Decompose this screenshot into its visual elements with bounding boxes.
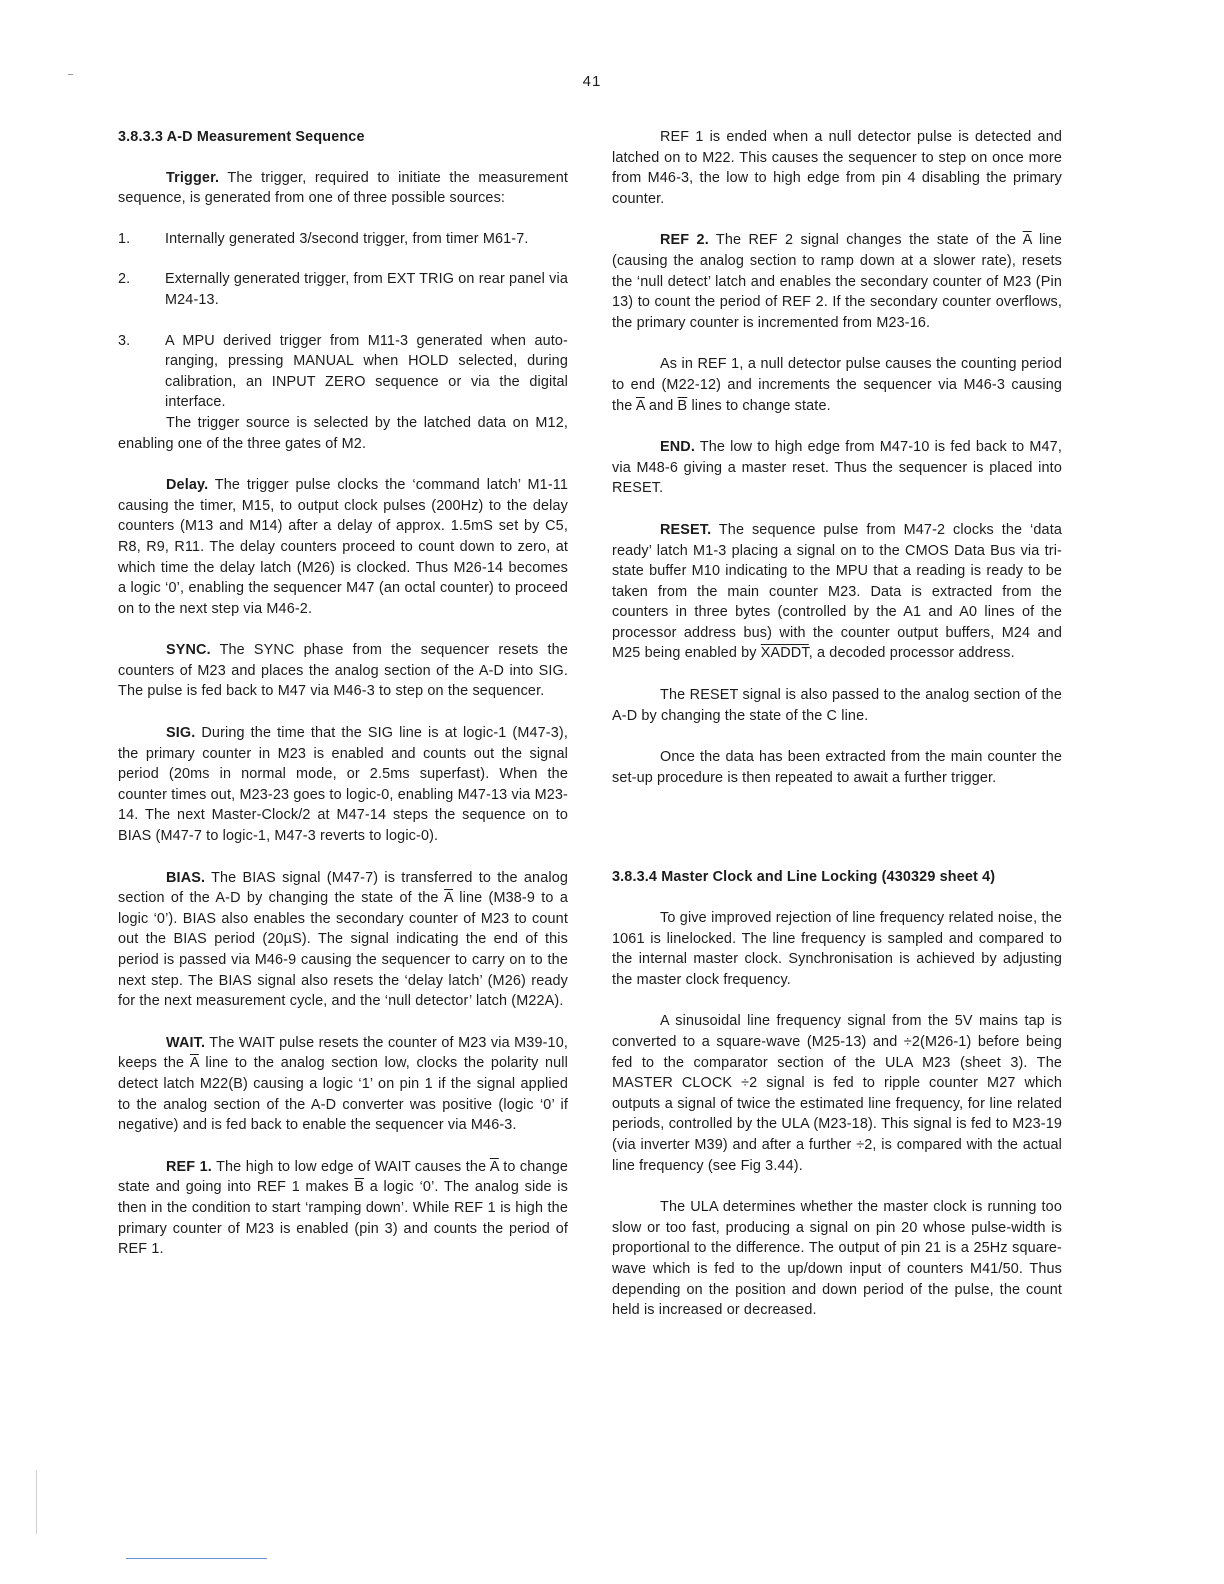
trigger-text: The trigger, required to initiate the measurement sequence, is generated from one of three possible sources:: [118, 169, 568, 207]
bias-paragraph: [118, 868, 568, 1012]
ref1-end-paragraph: REF 1 is ended when a null detector pulse is detected and latched on to M22. This causes the sequencer to step on once more from M46-3, the low to high edge from pin 4 disabling the primary counter.: [612, 129, 1062, 207]
reset-lead: RESET.: [660, 521, 712, 538]
footer-rule: [126, 1558, 267, 1559]
trigger-sources-list: [118, 229, 568, 413]
scan-margin-mark: [36, 1470, 37, 1534]
section-heading-master-clock: 3.8.3.4 Master Clock and Line Locking (430329 sheet 4): [612, 869, 996, 886]
list-item-text: Externally generated trigger, from EXT TRIG on rear panel via M24-13.: [165, 271, 568, 308]
end-lead: END.: [660, 439, 695, 456]
bias-text-1: The BIAS signal (M47-7) is transferred to the analog section of the A-D by changing the state of the: [118, 869, 568, 907]
as-in-ref1-text-1: As in REF 1, a null detector pulse causes the counting period to end (M22-12) and increments the sequencer via M46-3 causing the: [612, 356, 1062, 414]
sync-lead: SYNC.: [166, 642, 211, 659]
end-text: The low to high edge from M47-10 is fed back to M47, via M48-6 giving a master reset. Thus the sequencer is placed into RESET.: [612, 439, 1062, 497]
reset-text-1: The sequence pulse from M47-2 clocks the ‘data ready’ latch M1-3 placing a signal on to the CMOS Data Bus via tri-state buffer M10 indicating to the MPU that a reading is ready to be taken from the main counter M23. Data is extracted from the counters in three bytes (controlled by the A1 and A0 lines of the processor address bus) with the counter output buffers, M24 and M25 being enabled by: [612, 521, 1062, 662]
section-heading-a-d-measurement: 3.8.3.3 A-D Measurement Sequence: [118, 129, 365, 145]
list-item-text: Internally generated 3/second trigger, from timer M61-7.: [165, 230, 529, 247]
wait-text-2: line to the analog section low, clocks the polarity null detect latch M22(B) causing a logic ‘1’ on pin 1 if the signal applied to the analog section of the A-D converter was positive (logic ‘0’ if negative) and is fed back to enable the sequencer via M46-3.: [118, 1055, 568, 1134]
list-item-text: A MPU derived trigger from M11-3 generated when auto-ranging, pressing MANUAL when HOLD selected, during calibration, an INPUT ZERO sequence or via the digital interface.: [165, 332, 568, 411]
trigger-paragraph: [118, 168, 568, 209]
sig-lead: SIG.: [166, 725, 196, 742]
as-in-ref1-paragraph: [612, 354, 1062, 416]
end-paragraph: [612, 437, 1062, 499]
list-item-number: 2.: [118, 271, 131, 288]
reset-analog-paragraph: The RESET signal is also passed to the analog section of the A-D by changing the state of the C line.: [612, 687, 1062, 724]
trigger-source-paragraph: The trigger source is selected by the latched data on M12, enabling one of the three gates of M2.: [118, 414, 568, 452]
ref1-paragraph: [118, 1157, 568, 1260]
ref2-paragraph: [612, 230, 1062, 333]
a-bar-signal: $\overline{A}$: [444, 890, 453, 907]
list-item: [118, 229, 568, 250]
a-bar-signal: $\overline{A}$: [1022, 232, 1032, 249]
sinusoidal-paragraph: A sinusoidal line frequency signal from the 5V mains tap is converted to a square-wave (M25-13) and ÷2(M26-1) before being fed to the comparator section of the ULA M23 (sheet 3). The MASTER CLOCK ÷2 signal is fed to ripple counter M27 which outputs a signal of twice the estimated line frequency, for line related periods, controlled by the ULA (M23-18). This signal is fed to M23-19 (via inverter M39) and after a further ÷2, is compared with the actual line frequency (see Fig 3.44).: [612, 1013, 1062, 1174]
ref2-text-2: line (causing the analog section to ramp down at a slower rate), resets the ‘null detect’ latch and enables the secondary counter of M23 (Pin 13) to count the period of REF 2. If the secondary counter overflows, the primary counter is incremented from M23-16.: [612, 232, 1062, 331]
once-paragraph: Once the data has been extracted from the main counter the set-up procedure is then repeated to await a further trigger.: [612, 749, 1062, 786]
trigger-lead: Trigger.: [166, 169, 220, 186]
wait-lead: WAIT.: [166, 1034, 206, 1051]
ref2-lead: REF 2.: [660, 232, 709, 249]
a-bar-signal: $\overline{A}$: [489, 1158, 499, 1175]
ref1-lead: REF 1.: [166, 1158, 212, 1175]
ref1-text-3: a logic ‘0’. The analog side is then in the condition to start ‘ramping down’. While REF 1 is high the primary counter of M23 is enabled (pin 3) and counts the period of REF 1.: [118, 1179, 568, 1258]
sync-text: The SYNC phase from the sequencer resets the counters of M23 and places the analog section of the A-D into SIG. The pulse is fed back to M47 via M46-3 to step on the sequencer.: [118, 642, 568, 700]
linelock-paragraph: To give improved rejection of line frequency related noise, the 1061 is linelocked. The line frequency is sampled and compared to the internal master clock. Synchronisation is achieved by adjusting the master clock frequency.: [612, 910, 1062, 988]
right-column: [612, 127, 1062, 1321]
xaddt-signal: XADDT: [760, 645, 809, 662]
left-column: [118, 127, 568, 1260]
wait-paragraph: [118, 1033, 568, 1136]
delay-lead: Delay.: [166, 477, 209, 494]
ref2-text-1: The REF 2 signal changes the state of the: [708, 232, 1023, 249]
bias-lead: BIAS.: [166, 869, 206, 886]
bias-text-2: line (M38-9 to a logic ‘0’). BIAS also enables the secondary counter of M23 to count out the BIAS period (20µS). The signal indicating the end of this period is passed via M46-9 causing the sequencer to carry on to the next step. The BIAS signal also resets the ‘delay latch’ (M26) ready for the next measurement cycle, and the ‘null detector’ latch (M22A).: [118, 890, 568, 1010]
reset-text-2: , a decoded processor address.: [808, 645, 1015, 662]
delay-paragraph: [118, 475, 568, 619]
as-in-ref1-text-2: lines to change state.: [687, 397, 831, 414]
ref1-text-2: to change state and going into REF 1 makes: [118, 1158, 569, 1196]
list-item: [118, 331, 568, 413]
list-item: [118, 269, 568, 310]
ref1-text-1: The high to low edge of WAIT causes the: [211, 1158, 490, 1175]
list-item-number: 3.: [118, 332, 131, 349]
sig-text: During the time that the SIG line is at logic-1 (M47-3), the primary counter in M23 is enabled and counts out the signal period (20ms in normal mode, or 2.5ms superfast). When the counter times out, M23-23 goes to logic-0, enabling M47-13 via M23-14. The next Master-Clock/2 at M47-14 steps the sequence on to BIAS (M47-7 to logic-1, M47-3 reverts to logic-0).: [118, 725, 568, 845]
a-bar-signal: $\overline{A}$: [189, 1055, 199, 1072]
as-in-ref1-and: and: [644, 397, 678, 414]
sig-paragraph: [118, 723, 568, 847]
sync-paragraph: [118, 640, 568, 702]
reset-paragraph: [612, 520, 1062, 664]
list-item-number: 1.: [118, 230, 131, 247]
wait-text-1: The WAIT pulse resets the counter of M23 via M39-10, keeps the: [118, 1034, 568, 1072]
b-bar-signal: $\overline{B}$: [677, 397, 688, 414]
page-number: 41: [582, 73, 602, 90]
a-bar-signal: $\overline{A}$: [635, 397, 645, 414]
delay-text: The trigger pulse clocks the ‘command latch’ M1-11 causing the timer, M15, to output clock pulses (200Hz) to the delay counters (M13 and M14) after a delay of approx. 1.5mS set by C5, R8, R9, R11. The delay counters proceed to count down to zero, at which time the delay latch (M26) is clocked. Thus M26-14 becomes a logic ‘0’, enabling the sequencer M47 (an octal counter) to proceed on to the next step via M46-2.: [118, 477, 568, 617]
ula-paragraph: The ULA determines whether the master clock is running too slow or too fast, producing a signal on pin 20 whose pulse-width is proportional to the difference. The output of pin 21 is a 25Hz square-wave which is fed to the up/down input of counters M41/50. Thus depending on the position and down period of the pulse, the count held is increased or decreased.: [612, 1199, 1062, 1319]
b-bar-signal: $\overline{B}$: [354, 1179, 365, 1196]
